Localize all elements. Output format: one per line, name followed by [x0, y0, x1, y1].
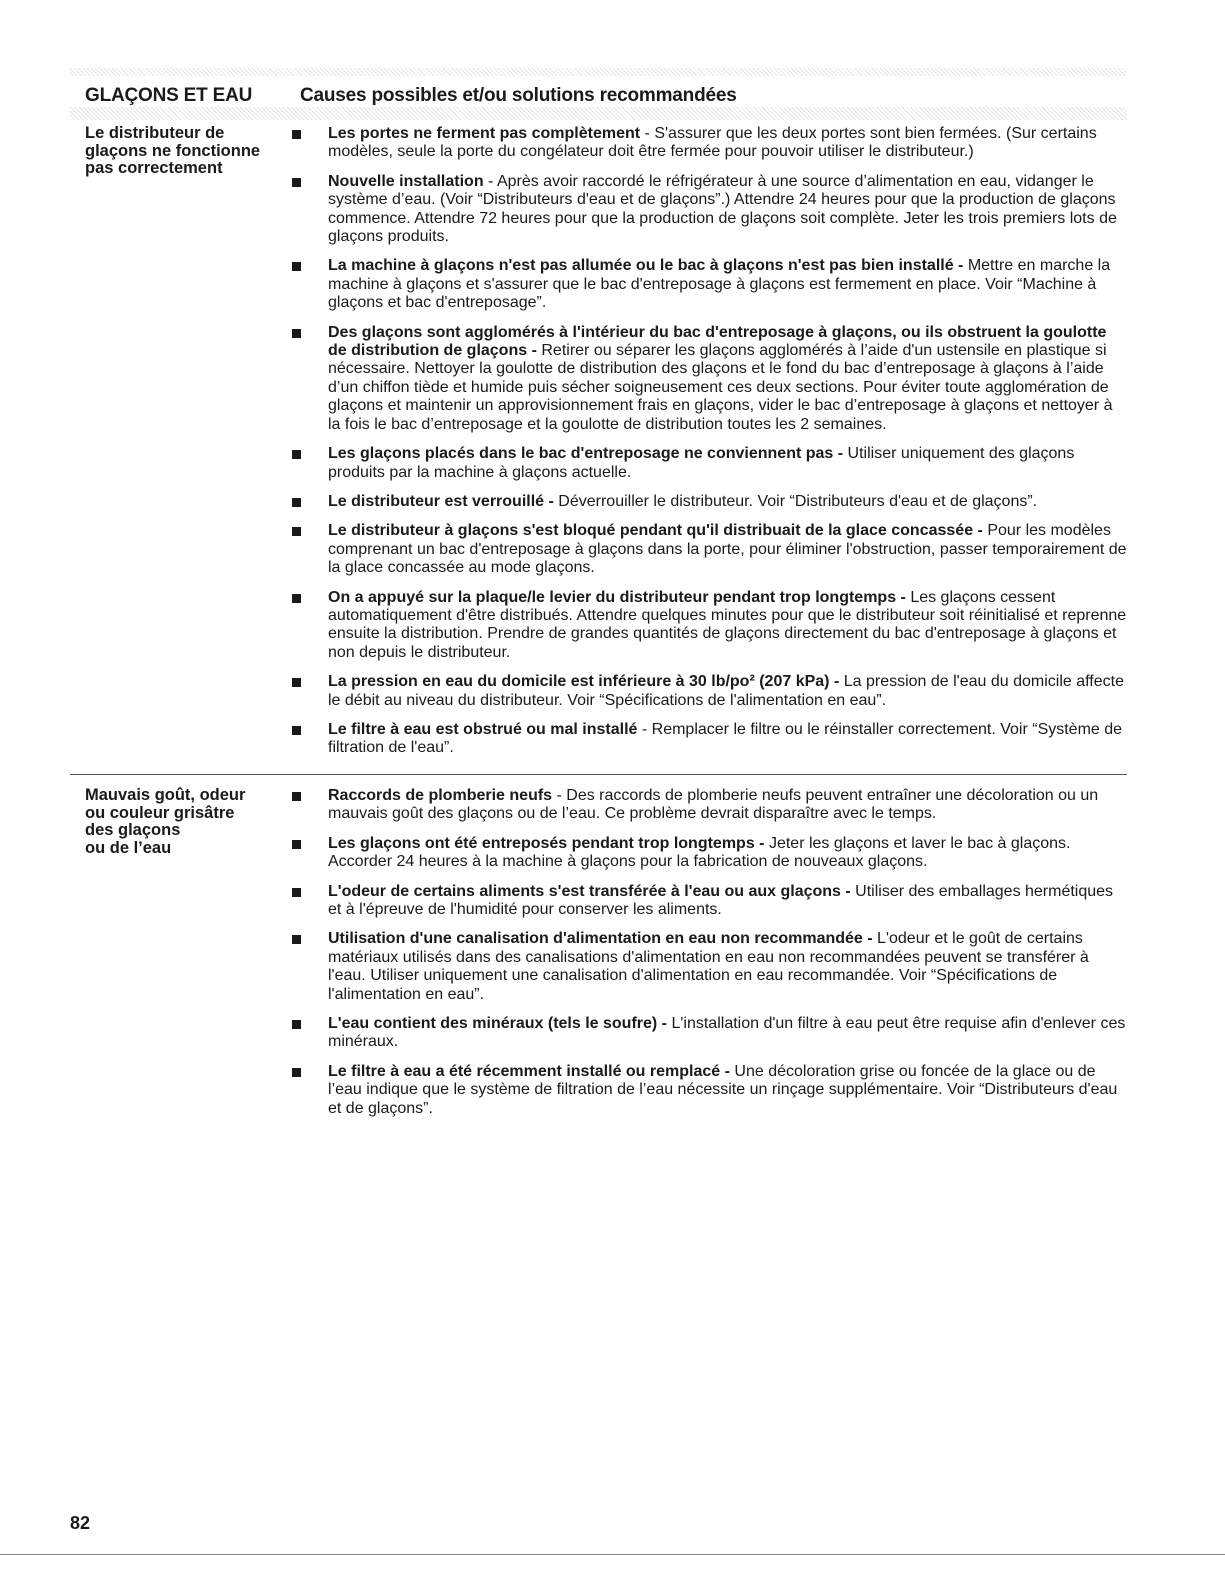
item-title: Le filtre à eau a été récemment installé ou remplacé - — [328, 1062, 730, 1080]
item-text: Jeter les glaçons et laver le bac à glaçons. Accorder 24 heures à la machine à glaçons pour la fabrication de nouveaux glaçons. — [328, 834, 1071, 871]
square-bullet-icon — [292, 726, 301, 735]
item-title: La machine à glaçons n'est pas allumée ou le bac à glaçons n'est pas bien installé - — [328, 257, 964, 275]
item-text: Remplacer le filtre ou le réinstaller correctement. Voir “Système de filtration de l'eau”. — [328, 720, 1123, 757]
section-label-line: Mauvais goût, odeur — [85, 786, 246, 804]
section-label-line: Le distributeur de — [85, 124, 225, 142]
list-item — [289, 835, 1127, 872]
item-text: Pour les modèles comprenant un bac d'entreposage à glaçons dans la porte, pour éliminer l'obstruction, passer temporairement de la glace concassée au mode glaçons. — [328, 522, 1127, 577]
item-text: Les glaçons cessent automatiquement d'être distribués. Attendre quelques minutes pour que le distributeur soit réinitialisé et reprenne ensuite la distribution. Prendre de grandes quantités de glaçons directement du bac d'entreposage à glaçons et non depuis le distributeur. — [328, 588, 1127, 661]
item-title: On a appuyé sur la plaque/le levier du distributeur pendant trop longtemps - — [328, 588, 906, 606]
square-bullet-icon — [292, 527, 301, 536]
item-text: Une décoloration grise ou foncée de la glace ou de l’eau indique que le système de filtration de l’eau nécessite un rinçage supplémentaire. Voir “Distributeurs d'eau et de glaçons”. — [328, 1062, 1118, 1117]
item-text: Retirer ou séparer les glaçons agglomérés à l’aide d'un ustensile en plastique si nécessaire. Nettoyer la goulotte de distribution des glaçons et le fond du bac d’entreposage à glaçons à l’aide d’un chiffon tiède et humide puis sécher soigneusement ces deux sections. Pour éviter toute agglomération de glaçons et maintenir un approvisionnement frais en glaçons, vider le bac d’entreposage à glaçons et nettoyer à la fois le bac d’entreposage et la goulotte de distribution toutes les 2 semaines. — [328, 342, 1113, 433]
item-title: L'eau contient des minéraux (tels le soufre) - — [328, 1015, 667, 1033]
list-item — [289, 673, 1127, 710]
item-title: Raccords de plomberie neufs — [328, 787, 553, 804]
list-item — [289, 445, 1127, 482]
item-text: Mettre en marche la machine à glaçons et s'assurer que le bac d'entreposage à glaçons est fermement en place. Voir “Machine à glaçons et bac d'entreposage”. — [328, 257, 1111, 312]
item-title: Les portes ne ferment pas complètement — [328, 125, 641, 142]
list-item — [289, 522, 1127, 577]
section-label — [85, 125, 285, 178]
item-text: S'assurer que les deux portes sont bien fermées. (Sur certains modèles, seule la porte du congélateur doit être fermée pour pouvoir utiliser le distributeur.) — [328, 125, 1097, 161]
square-bullet-icon — [292, 178, 301, 187]
list-item — [289, 589, 1127, 663]
list-item — [289, 257, 1127, 312]
table-header-bar — [70, 76, 1127, 107]
list-item — [289, 125, 1127, 162]
item-text: Après avoir raccordé le réfrigérateur à une source d’alimentation en eau, vidanger le système d’eau. (Voir “Distributeurs d'eau et de glaçons”.) Attendre 24 heures pour que la production de glaçons commence. Attendre 72 heures pour que la production de glaçons soit complète. Jeter les trois premiers lots de glaçons produits. — [328, 172, 1117, 246]
section-label-line: pas correctement — [85, 159, 223, 177]
square-bullet-icon — [292, 1068, 301, 1077]
square-bullet-icon — [292, 792, 301, 801]
square-bullet-icon — [292, 888, 301, 897]
item-title: Nouvelle installation — [328, 172, 484, 190]
item-separator: - — [552, 787, 567, 804]
item-text: Utiliser uniquement des glaçons produits par la machine à glaçons actuelle. — [328, 445, 1075, 481]
item-text: L'odeur et le goût de certains matériaux utilisés dans des canalisations d'alimentation en eau non recommandées peuvent se transférer à l'eau. Utiliser uniquement une canalisation d'alimentation en eau recommandée. Voir “Spécifications de l'alimentation en eau”. — [328, 930, 1089, 1003]
list-item — [289, 1015, 1127, 1052]
square-bullet-icon — [292, 935, 301, 944]
square-bullet-icon — [292, 329, 301, 338]
section-label-line: des glaçons — [85, 821, 181, 839]
section-label-line: glaçons ne fonctionne — [85, 141, 261, 160]
square-bullet-icon — [292, 262, 301, 271]
item-separator: - — [483, 172, 497, 190]
page-number: 82 — [70, 1513, 91, 1533]
table-header-left: GLAÇONS ET EAU — [85, 85, 253, 106]
square-bullet-icon — [292, 840, 301, 849]
page-bottom-rule — [0, 1554, 1225, 1555]
item-title: Les glaçons placés dans le bac d'entreposage ne conviennent pas - — [328, 445, 844, 463]
item-title: Utilisation d'une canalisation d'alimentation en eau non recommandée - — [328, 930, 873, 948]
square-bullet-icon — [292, 450, 301, 459]
section-label-line: ou couleur grisâtre — [85, 803, 235, 822]
section-divider — [70, 774, 1127, 775]
item-text: Déverrouiller le distributeur. Voir “Distributeurs d'eau et de glaçons”. — [558, 492, 1038, 510]
list-item — [289, 721, 1127, 758]
list-item — [289, 787, 1127, 824]
section-label — [85, 787, 285, 857]
list-item — [289, 1063, 1127, 1118]
square-bullet-icon — [292, 498, 301, 507]
item-separator: - — [640, 125, 655, 142]
solution-list — [289, 787, 1127, 1129]
item-title: Le distributeur à glaçons s'est bloqué pendant qu'il distribuait de la glace concassée - — [328, 522, 983, 540]
list-item — [289, 930, 1127, 1004]
list-item — [289, 493, 1127, 511]
item-title: Le filtre à eau est obstrué ou mal installé — [328, 720, 638, 738]
item-text: Des raccords de plomberie neufs peuvent entraîner une décoloration ou un mauvais goût des glaçons ou de l’eau. Ce problème devrait disparaître avec le temps. — [328, 787, 1099, 823]
list-item — [289, 173, 1127, 247]
item-text: Utiliser des emballages hermétiques et à l'épreuve de l'humidité pour conserver les aliments. — [328, 882, 1114, 919]
square-bullet-icon — [292, 1020, 301, 1029]
square-bullet-icon — [292, 594, 301, 603]
square-bullet-icon — [292, 130, 301, 139]
solution-list — [289, 125, 1127, 769]
item-text: La pression de l'eau du domicile affecte le débit au niveau du distributeur. Voir “Spécifications de l'alimentation en eau”. — [328, 673, 1124, 709]
section-label-line: ou de l’eau — [85, 838, 172, 857]
table-header — [70, 68, 1127, 120]
item-text: L'installation d'un filtre à eau peut être requise afin d'enlever ces minéraux. — [328, 1015, 1126, 1051]
list-item — [289, 883, 1127, 920]
list-item — [289, 324, 1127, 434]
table-header-right: Causes possibles et/ou solutions recommandées — [300, 85, 737, 106]
item-title: Les glaçons ont été entreposés pendant trop longtemps - — [328, 834, 765, 852]
item-title: Le distributeur est verrouillé - — [328, 492, 554, 510]
square-bullet-icon — [292, 678, 301, 687]
item-title: L'odeur de certains aliments s'est transférée à l'eau ou aux glaçons - — [328, 882, 851, 900]
item-title: La pression en eau du domicile est inférieure à 30 lb/po² (207 kPa) - — [328, 673, 840, 691]
item-title: Des glaçons sont agglomérés à l'intérieur du bac d'entreposage à glaçons, ou ils obstruent la goulotte de distribution de glaçons - — [328, 323, 1107, 360]
item-separator: - — [637, 720, 652, 738]
